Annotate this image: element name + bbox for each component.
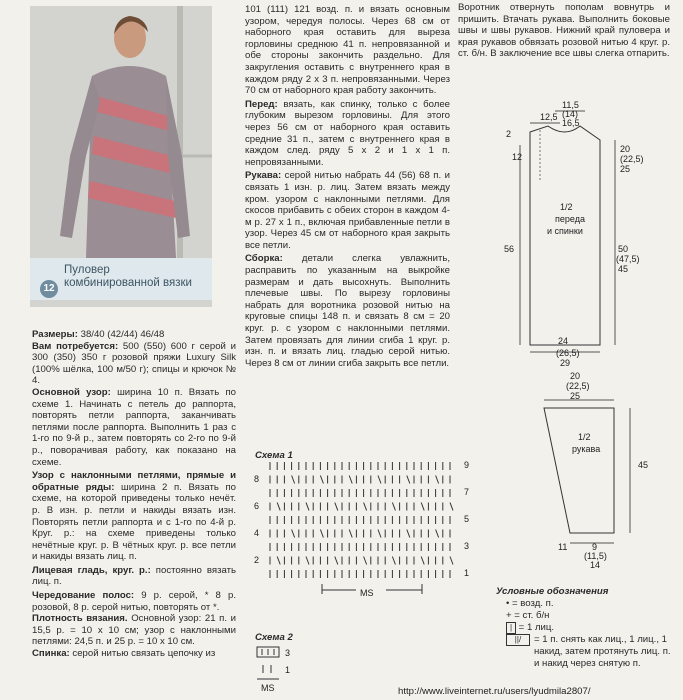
dim-cuff: (11,5) <box>584 551 607 561</box>
materials-text: 500 (550) 600 г серой и 300 (350) 350 г розовой пряжи Luxury Silk (100% шёлка, 100 м/50 г); спицы и крючок № 4. <box>32 340 236 387</box>
stripes-label: Чередование полос: <box>32 590 135 602</box>
piece-label: 1/2 <box>560 202 573 212</box>
piece-label: и спинки <box>547 226 583 236</box>
stockinette-label: Лицевая гладь, круг. р.: <box>32 564 151 576</box>
scheme-2-chart <box>255 643 315 695</box>
row-label: 3 <box>464 541 470 551</box>
front-text: вязать, как спинку, только с более глубоким вырезом горловины. Для этого через 56 см от наборного края оставить средние 31 п., затем с внутреннего края в каждом след. ряду 5 х 2 и 1 х 1 п. непровязанными. <box>245 98 450 168</box>
single-crochet-icon: + <box>506 610 512 621</box>
dim-neck: (14) <box>562 109 579 119</box>
ms-label: MS <box>261 683 275 693</box>
piece-label: рукава <box>572 444 601 454</box>
gauge-label: Плотность вязания. <box>32 613 128 625</box>
assembly-label: Сборка: <box>245 253 283 265</box>
lace-pattern-text: ширина 2 п. Вязать по схеме, на которой приведены только нечёт. р. В изн. р. петли и накиды вязать изн. Повторять петли раппорта и с 1-го по 4-й р. Круг. р.: на схеме приведены только нечётные круг. р. В чётных круг. р. все петли и накиды вязать лиц. п. <box>32 481 237 563</box>
stitch-mark <box>349 530 352 538</box>
stitch-mark <box>378 476 381 484</box>
watermark-url: http://www.liveinternet.ru/users/lyudmila2807/ <box>398 686 591 697</box>
stitch-mark <box>306 503 309 511</box>
row-label: 6 <box>254 501 260 511</box>
main-pattern-text: ширина 10 п. Вязать по схеме 1. Начинать с петель до раппорта, повторять петли раппорта, заканчивать петлями после раппорта. Выполнить 1 раз с 1-го по 9-й р., затем повторять со 2-го по 9-й р., поворачивая работу, как показано на схеме. <box>32 386 236 468</box>
dim-shoulder: 12,5 <box>540 112 558 122</box>
stitch-mark <box>450 503 453 511</box>
main-pattern-label: Основной узор: <box>32 386 111 398</box>
sleeves-label: Рукава: <box>245 170 282 182</box>
dim-side: (47,5) <box>616 254 640 264</box>
piece-label: 1/2 <box>578 432 591 442</box>
dim-top: 20 <box>570 371 581 381</box>
stitch-mark <box>349 476 352 484</box>
stitch-mark <box>292 476 295 484</box>
sleeves-text: серой нитью набрать 44 (56) 68 п. и связать 1 изн. р. лиц. Затем вязать между кром. узором с наклонными петлями. Для скосов прибавить с обеих сторон в каждом 4-м р. 27 х 1 п., включая прибавленные петли в узор. Через 45 см от наборного края закрыть все петли. <box>245 170 450 251</box>
row-label: 9 <box>464 460 470 470</box>
dim-length: 56 <box>504 244 515 254</box>
stitch-mark <box>407 476 410 484</box>
legend-item: = 1 лиц. <box>518 622 555 633</box>
legend-item: = 1 п. снять как лиц., 1 лиц., 1 накид, затем протянуть лиц. п. и накид через снятую п. <box>534 634 671 669</box>
legend <box>496 586 676 670</box>
row-label: 1 <box>464 568 470 578</box>
stitch-mark <box>436 530 439 538</box>
instructions-column-2 <box>245 4 450 369</box>
sizes-label: Размеры: <box>32 329 78 340</box>
stitch-mark <box>378 530 381 538</box>
stitch-mark <box>364 503 367 511</box>
row-label: 2 <box>254 555 260 565</box>
back-continued-text: 101 (111) 121 возд. п. и вязать основным узором, чередуя полосы. Через 68 см от наборного края оставить для выреза горловины среднюю 41 п. непровязанной и обе стороны закончить раздельно. Для закругления оставить с внутреннего края в каждом ряду 2 х 3 п. непровязанными. Через 70 см от наборного края работу закончить. <box>245 4 450 97</box>
dim-side: 50 <box>618 244 629 254</box>
model-number-badge: 12 <box>40 280 58 298</box>
dim-neck: 16,5 <box>562 118 580 128</box>
dim-length: 45 <box>638 460 649 470</box>
dim-armhole: (22,5) <box>620 154 644 164</box>
stitch-mark <box>292 530 295 538</box>
stitch-mark <box>436 476 439 484</box>
lace-pattern-label: Узор с наклонными петлями, прямые и обратные ряды: <box>32 470 236 493</box>
front-label: Перед: <box>245 98 278 110</box>
back-label: Спинка: <box>32 648 70 660</box>
dim-armhole: 20 <box>620 144 631 154</box>
scheme-1-chart <box>252 458 482 608</box>
dim-top: (22,5) <box>566 381 590 391</box>
piece-label: переда <box>555 214 585 224</box>
dim-neck: 11,5 <box>562 100 579 110</box>
stitch-mark <box>392 557 395 565</box>
chain-stitch-icon: • <box>506 598 510 609</box>
stitch-mark <box>320 476 323 484</box>
ms-label: MS <box>360 588 374 598</box>
sleeve-outline <box>544 408 614 533</box>
sizes-text: 38/40 (42/44) 46/48 <box>77 329 165 340</box>
row-label: 7 <box>464 487 470 497</box>
photo-caption: Пуловер комбинированной вязки <box>64 264 192 289</box>
stitch-mark <box>450 557 453 565</box>
row-label: 4 <box>254 528 260 538</box>
row-label: 1 <box>285 665 291 675</box>
row-label: 3 <box>285 648 291 658</box>
instructions-column-3 <box>458 2 670 60</box>
stitch-mark <box>421 557 424 565</box>
front-back-schematic <box>500 100 660 370</box>
dim-left: 2 <box>506 129 512 139</box>
legend-title: Условные обозначения <box>496 586 609 597</box>
stitch-mark <box>421 503 424 511</box>
stitch-mark <box>364 557 367 565</box>
dim-left: 12 <box>512 152 523 162</box>
legend-item: = возд. п. <box>512 598 554 609</box>
stitch-mark <box>320 530 323 538</box>
scheme-1-title: Схема 1 <box>255 450 293 461</box>
finishing-text: Воротник отвернуть пополам вовнутрь и пришить. Втачать рукава. Выполнить боковые швы и швы рукавов. Нижний край пуловера и края рукавов обвязать розовой нитью 4 круг. р. ст. б/н. В заключение все швы слегка отпарить. <box>458 2 670 60</box>
stitch-mark <box>392 503 395 511</box>
stitch-mark <box>277 557 280 565</box>
dim-side: 45 <box>618 264 629 274</box>
dim-width: 29 <box>560 358 571 368</box>
stitch-mark <box>335 503 338 511</box>
dim-width: (26,5) <box>556 348 580 358</box>
dim-top: 25 <box>570 391 581 401</box>
dim-cuff: 11 <box>558 542 568 552</box>
product-photo <box>30 6 212 307</box>
dim-cuff: 14 <box>590 560 601 568</box>
back-text: серой нитью связать цепочку из <box>69 648 216 660</box>
stitch-mark <box>407 530 410 538</box>
assembly-text: детали слегка увлажнить, расправить по указанным на выкройке размерам и дать высохнуть. Выполнить плечевые швы. По вырезу горловины набрать для воротника розовой нитью на круговые спицы 148 п. и связать 8 см = 20 круг. р. с узором с наклонными петлями. Затем провязать для линии сгиба 1 круг. р. изн. п. и вязать лиц. гладью серой нитью. Через 8 см от линии сгиба закрыть все петли. <box>245 253 450 369</box>
dim-armhole: 25 <box>620 164 631 174</box>
legend-item: = ст. б/н <box>514 610 550 621</box>
stockinette-text: постоянно вязать лиц. п. <box>32 564 236 588</box>
slip-stitch-icon: ||/ <box>506 634 530 646</box>
dim-width: 24 <box>558 336 569 346</box>
row-label: 5 <box>464 514 470 524</box>
knit-icon: | <box>506 622 516 634</box>
dim-cuff: 9 <box>592 542 598 552</box>
sleeve-schematic <box>520 368 670 568</box>
stitch-mark <box>335 557 338 565</box>
row-label: 8 <box>254 474 260 484</box>
gauge-text: Основной узор: 21 п. и 15,5 р. = 10 х 10 см; узор с наклонными петлями: 24,5 п. и 25 р. = 10 х 10 см. <box>32 613 236 648</box>
stitch-mark <box>277 503 280 511</box>
materials-label: Вам потребуется: <box>32 340 119 352</box>
instructions-column-1 <box>32 329 236 660</box>
stitch-mark <box>306 557 309 565</box>
stripes-text: 9 р. серой, * 8 р. розовой, 8 р. серой нитью, повторять от *. <box>32 590 237 613</box>
scheme-2-title: Схема 2 <box>255 632 293 643</box>
